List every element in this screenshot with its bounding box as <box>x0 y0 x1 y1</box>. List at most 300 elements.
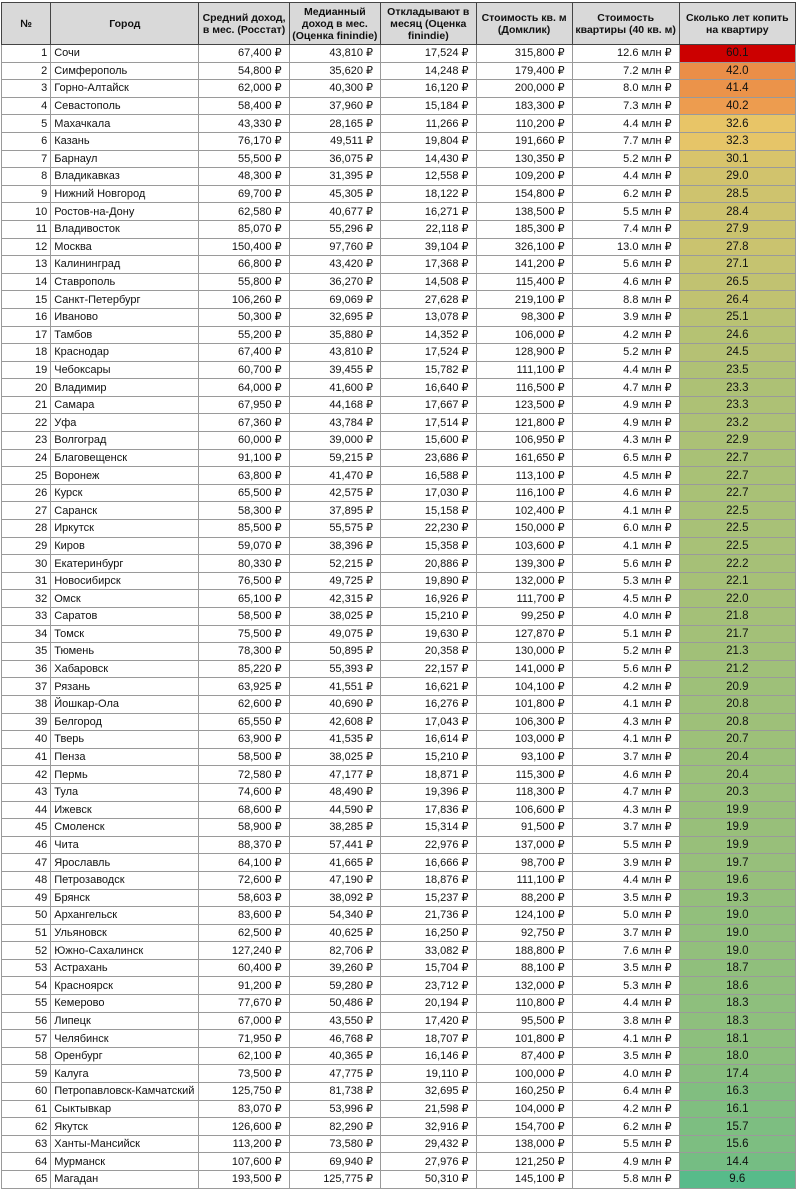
average-income: 65,550 ₽ <box>199 713 289 731</box>
median-income: 42,608 ₽ <box>289 713 380 731</box>
city-name: Саратов <box>51 608 199 626</box>
flat-price: 4.3 млн ₽ <box>572 713 679 731</box>
price-per-sqm: 145,100 ₽ <box>476 1171 572 1189</box>
average-income: 76,500 ₽ <box>199 572 289 590</box>
years-to-save: 26.4 <box>679 291 795 309</box>
years-to-save: 20.7 <box>679 731 795 749</box>
flat-price: 3.9 млн ₽ <box>572 854 679 872</box>
city-name: Архангельск <box>51 907 199 925</box>
city-name: Самара <box>51 396 199 414</box>
median-income: 41,551 ₽ <box>289 678 380 696</box>
monthly-savings: 15,210 ₽ <box>381 748 477 766</box>
table-row <box>2 97 796 115</box>
table-row <box>2 1100 796 1118</box>
table-row <box>2 1012 796 1030</box>
years-to-save: 40.2 <box>679 97 795 115</box>
city-name: Владикавказ <box>51 168 199 186</box>
flat-price: 5.5 млн ₽ <box>572 203 679 221</box>
median-income: 40,625 ₽ <box>289 924 380 942</box>
city-name: Симферополь <box>51 62 199 80</box>
years-to-save: 60.1 <box>679 45 795 63</box>
flat-price: 4.4 млн ₽ <box>572 361 679 379</box>
price-per-sqm: 91,500 ₽ <box>476 819 572 837</box>
monthly-savings: 18,871 ₽ <box>381 766 477 784</box>
price-per-sqm: 95,500 ₽ <box>476 1012 572 1030</box>
flat-price: 3.5 млн ₽ <box>572 889 679 907</box>
price-per-sqm: 116,100 ₽ <box>476 484 572 502</box>
table-row <box>2 1135 796 1153</box>
years-to-save: 26.5 <box>679 273 795 291</box>
city-name: Махачкала <box>51 115 199 133</box>
flat-price: 5.1 млн ₽ <box>572 625 679 643</box>
price-per-sqm: 132,000 ₽ <box>476 572 572 590</box>
monthly-savings: 14,248 ₽ <box>381 62 477 80</box>
city-savings-table <box>1 2 796 1189</box>
city-name: Петрозаводск <box>51 871 199 889</box>
row-number: 61 <box>2 1100 51 1118</box>
years-to-save: 23.2 <box>679 414 795 432</box>
flat-price: 4.1 млн ₽ <box>572 695 679 713</box>
row-number: 21 <box>2 396 51 414</box>
flat-price: 4.1 млн ₽ <box>572 1030 679 1048</box>
flat-price: 13.0 млн ₽ <box>572 238 679 256</box>
flat-price: 4.7 млн ₽ <box>572 379 679 397</box>
flat-price: 4.6 млн ₽ <box>572 273 679 291</box>
years-to-save: 22.7 <box>679 467 795 485</box>
table-row <box>2 959 796 977</box>
row-number: 53 <box>2 959 51 977</box>
median-income: 69,069 ₽ <box>289 291 380 309</box>
monthly-savings: 18,122 ₽ <box>381 185 477 203</box>
average-income: 67,400 ₽ <box>199 344 289 362</box>
table-row <box>2 748 796 766</box>
median-income: 39,260 ₽ <box>289 959 380 977</box>
flat-price: 5.8 млн ₽ <box>572 1171 679 1189</box>
monthly-savings: 20,194 ₽ <box>381 995 477 1013</box>
average-income: 62,100 ₽ <box>199 1047 289 1065</box>
monthly-savings: 16,120 ₽ <box>381 80 477 98</box>
monthly-savings: 17,514 ₽ <box>381 414 477 432</box>
city-name: Якутск <box>51 1118 199 1136</box>
years-to-save: 19.7 <box>679 854 795 872</box>
median-income: 55,575 ₽ <box>289 520 380 538</box>
median-income: 53,996 ₽ <box>289 1100 380 1118</box>
price-per-sqm: 99,250 ₽ <box>476 608 572 626</box>
price-per-sqm: 185,300 ₽ <box>476 220 572 238</box>
years-to-save: 24.6 <box>679 326 795 344</box>
years-to-save: 22.5 <box>679 537 795 555</box>
monthly-savings: 16,614 ₽ <box>381 731 477 749</box>
row-number: 23 <box>2 432 51 450</box>
average-income: 67,000 ₽ <box>199 1012 289 1030</box>
years-to-save: 28.5 <box>679 185 795 203</box>
price-per-sqm: 110,800 ₽ <box>476 995 572 1013</box>
average-income: 73,500 ₽ <box>199 1065 289 1083</box>
row-number: 25 <box>2 467 51 485</box>
monthly-savings: 32,916 ₽ <box>381 1118 477 1136</box>
average-income: 65,100 ₽ <box>199 590 289 608</box>
median-income: 37,895 ₽ <box>289 502 380 520</box>
average-income: 60,000 ₽ <box>199 432 289 450</box>
table-row <box>2 80 796 98</box>
years-to-save: 22.7 <box>679 484 795 502</box>
row-number: 2 <box>2 62 51 80</box>
price-per-sqm: 92,750 ₽ <box>476 924 572 942</box>
row-number: 55 <box>2 995 51 1013</box>
table-row <box>2 238 796 256</box>
average-income: 125,750 ₽ <box>199 1083 289 1101</box>
price-per-sqm: 219,100 ₽ <box>476 291 572 309</box>
row-number: 35 <box>2 643 51 661</box>
median-income: 59,280 ₽ <box>289 977 380 995</box>
flat-price: 7.6 млн ₽ <box>572 942 679 960</box>
years-to-save: 27.8 <box>679 238 795 256</box>
monthly-savings: 19,396 ₽ <box>381 783 477 801</box>
median-income: 50,895 ₽ <box>289 643 380 661</box>
city-name: Калуга <box>51 1065 199 1083</box>
flat-price: 4.6 млн ₽ <box>572 766 679 784</box>
average-income: 59,070 ₽ <box>199 537 289 555</box>
average-income: 67,400 ₽ <box>199 45 289 63</box>
city-name: Волгоград <box>51 432 199 450</box>
median-income: 57,441 ₽ <box>289 836 380 854</box>
row-number: 52 <box>2 942 51 960</box>
years-to-save: 23.3 <box>679 379 795 397</box>
median-income: 32,695 ₽ <box>289 308 380 326</box>
table-row <box>2 608 796 626</box>
median-income: 44,168 ₽ <box>289 396 380 414</box>
average-income: 80,330 ₽ <box>199 555 289 573</box>
row-number: 63 <box>2 1135 51 1153</box>
monthly-savings: 39,104 ₽ <box>381 238 477 256</box>
years-to-save: 22.0 <box>679 590 795 608</box>
average-income: 85,500 ₽ <box>199 520 289 538</box>
table-row <box>2 713 796 731</box>
table-row <box>2 502 796 520</box>
city-name: Краснодар <box>51 344 199 362</box>
average-income: 72,580 ₽ <box>199 766 289 784</box>
flat-price: 7.3 млн ₽ <box>572 97 679 115</box>
city-name: Санкт-Петербург <box>51 291 199 309</box>
average-income: 58,300 ₽ <box>199 502 289 520</box>
median-income: 43,810 ₽ <box>289 45 380 63</box>
table-row <box>2 361 796 379</box>
median-income: 73,580 ₽ <box>289 1135 380 1153</box>
years-to-save: 23.3 <box>679 396 795 414</box>
flat-price: 4.9 млн ₽ <box>572 396 679 414</box>
price-per-sqm: 101,800 ₽ <box>476 695 572 713</box>
price-per-sqm: 111,700 ₽ <box>476 590 572 608</box>
price-per-sqm: 106,000 ₽ <box>476 326 572 344</box>
table-row <box>2 678 796 696</box>
city-name: Омск <box>51 590 199 608</box>
average-income: 55,200 ₽ <box>199 326 289 344</box>
median-income: 54,340 ₽ <box>289 907 380 925</box>
price-per-sqm: 132,000 ₽ <box>476 977 572 995</box>
monthly-savings: 17,368 ₽ <box>381 256 477 274</box>
price-per-sqm: 88,100 ₽ <box>476 959 572 977</box>
median-income: 43,420 ₽ <box>289 256 380 274</box>
average-income: 75,500 ₽ <box>199 625 289 643</box>
price-per-sqm: 104,100 ₽ <box>476 678 572 696</box>
row-number: 22 <box>2 414 51 432</box>
median-income: 36,075 ₽ <box>289 150 380 168</box>
average-income: 67,950 ₽ <box>199 396 289 414</box>
table-row <box>2 432 796 450</box>
monthly-savings: 20,358 ₽ <box>381 643 477 661</box>
flat-price: 3.9 млн ₽ <box>572 308 679 326</box>
monthly-savings: 29,432 ₽ <box>381 1135 477 1153</box>
years-to-save: 16.1 <box>679 1100 795 1118</box>
average-income: 71,950 ₽ <box>199 1030 289 1048</box>
table-row <box>2 1153 796 1171</box>
row-number: 8 <box>2 168 51 186</box>
table-row <box>2 1047 796 1065</box>
monthly-savings: 15,237 ₽ <box>381 889 477 907</box>
table-row <box>2 185 796 203</box>
table-row <box>2 256 796 274</box>
table-row <box>2 801 796 819</box>
row-number: 26 <box>2 484 51 502</box>
row-number: 27 <box>2 502 51 520</box>
price-per-sqm: 93,100 ₽ <box>476 748 572 766</box>
table-row <box>2 977 796 995</box>
price-per-sqm: 123,500 ₽ <box>476 396 572 414</box>
price-per-sqm: 88,200 ₽ <box>476 889 572 907</box>
average-income: 65,500 ₽ <box>199 484 289 502</box>
years-to-save: 25.1 <box>679 308 795 326</box>
average-income: 85,220 ₽ <box>199 660 289 678</box>
flat-price: 5.6 млн ₽ <box>572 555 679 573</box>
row-number: 44 <box>2 801 51 819</box>
price-per-sqm: 138,000 ₽ <box>476 1135 572 1153</box>
flat-price: 4.5 млн ₽ <box>572 467 679 485</box>
median-income: 41,665 ₽ <box>289 854 380 872</box>
average-income: 76,170 ₽ <box>199 132 289 150</box>
median-income: 47,190 ₽ <box>289 871 380 889</box>
average-income: 55,500 ₽ <box>199 150 289 168</box>
years-to-save: 19.0 <box>679 942 795 960</box>
average-income: 83,600 ₽ <box>199 907 289 925</box>
row-number: 54 <box>2 977 51 995</box>
row-number: 30 <box>2 555 51 573</box>
price-per-sqm: 106,300 ₽ <box>476 713 572 731</box>
median-income: 69,940 ₽ <box>289 1153 380 1171</box>
flat-price: 3.5 млн ₽ <box>572 959 679 977</box>
monthly-savings: 15,358 ₽ <box>381 537 477 555</box>
average-income: 43,330 ₽ <box>199 115 289 133</box>
city-name: Астрахань <box>51 959 199 977</box>
table-row <box>2 291 796 309</box>
median-income: 35,880 ₽ <box>289 326 380 344</box>
monthly-savings: 17,667 ₽ <box>381 396 477 414</box>
row-number: 65 <box>2 1171 51 1189</box>
table-row <box>2 115 796 133</box>
flat-price: 4.9 млн ₽ <box>572 1153 679 1171</box>
city-name: Сочи <box>51 45 199 63</box>
table-row <box>2 344 796 362</box>
flat-price: 3.7 млн ₽ <box>572 748 679 766</box>
average-income: 60,400 ₽ <box>199 959 289 977</box>
row-number: 49 <box>2 889 51 907</box>
city-name: Саранск <box>51 502 199 520</box>
row-number: 43 <box>2 783 51 801</box>
price-per-sqm: 111,100 ₽ <box>476 871 572 889</box>
years-to-save: 22.5 <box>679 520 795 538</box>
median-income: 82,706 ₽ <box>289 942 380 960</box>
flat-price: 7.7 млн ₽ <box>572 132 679 150</box>
average-income: 107,600 ₽ <box>199 1153 289 1171</box>
city-name: Тверь <box>51 731 199 749</box>
city-name: Хабаровск <box>51 660 199 678</box>
row-number: 10 <box>2 203 51 221</box>
years-to-save: 18.3 <box>679 995 795 1013</box>
years-to-save: 20.8 <box>679 713 795 731</box>
price-per-sqm: 113,100 ₽ <box>476 467 572 485</box>
years-to-save: 9.6 <box>679 1171 795 1189</box>
average-income: 48,300 ₽ <box>199 168 289 186</box>
table-row <box>2 643 796 661</box>
table-row <box>2 1118 796 1136</box>
median-income: 49,725 ₽ <box>289 572 380 590</box>
monthly-savings: 15,782 ₽ <box>381 361 477 379</box>
monthly-savings: 14,430 ₽ <box>381 150 477 168</box>
city-name: Нижний Новгород <box>51 185 199 203</box>
years-to-save: 19.0 <box>679 924 795 942</box>
table-row <box>2 132 796 150</box>
city-name: Владимир <box>51 379 199 397</box>
table-row <box>2 783 796 801</box>
monthly-savings: 17,420 ₽ <box>381 1012 477 1030</box>
city-name: Уфа <box>51 414 199 432</box>
monthly-savings: 19,890 ₽ <box>381 572 477 590</box>
flat-price: 4.4 млн ₽ <box>572 115 679 133</box>
flat-price: 4.2 млн ₽ <box>572 1100 679 1118</box>
row-number: 51 <box>2 924 51 942</box>
monthly-savings: 17,836 ₽ <box>381 801 477 819</box>
city-name: Киров <box>51 537 199 555</box>
median-income: 31,395 ₽ <box>289 168 380 186</box>
median-income: 97,760 ₽ <box>289 238 380 256</box>
row-number: 60 <box>2 1083 51 1101</box>
monthly-savings: 15,600 ₽ <box>381 432 477 450</box>
header-number: № <box>2 3 51 45</box>
table-row <box>2 220 796 238</box>
years-to-save: 19.9 <box>679 801 795 819</box>
row-number: 31 <box>2 572 51 590</box>
price-per-sqm: 103,600 ₽ <box>476 537 572 555</box>
monthly-savings: 17,043 ₽ <box>381 713 477 731</box>
years-to-save: 22.2 <box>679 555 795 573</box>
monthly-savings: 16,588 ₽ <box>381 467 477 485</box>
median-income: 125,775 ₽ <box>289 1171 380 1189</box>
row-number: 40 <box>2 731 51 749</box>
median-income: 46,768 ₽ <box>289 1030 380 1048</box>
median-income: 41,600 ₽ <box>289 379 380 397</box>
table-row <box>2 62 796 80</box>
monthly-savings: 23,686 ₽ <box>381 449 477 467</box>
monthly-savings: 16,926 ₽ <box>381 590 477 608</box>
table-row <box>2 766 796 784</box>
monthly-savings: 27,976 ₽ <box>381 1153 477 1171</box>
table-row <box>2 555 796 573</box>
header-city: Город <box>51 3 199 45</box>
median-income: 39,000 ₽ <box>289 432 380 450</box>
price-per-sqm: 130,350 ₽ <box>476 150 572 168</box>
table-row <box>2 590 796 608</box>
average-income: 50,300 ₽ <box>199 308 289 326</box>
monthly-savings: 15,210 ₽ <box>381 608 477 626</box>
years-to-save: 24.5 <box>679 344 795 362</box>
monthly-savings: 15,184 ₽ <box>381 97 477 115</box>
price-per-sqm: 115,400 ₽ <box>476 273 572 291</box>
table-row <box>2 520 796 538</box>
years-to-save: 19.0 <box>679 907 795 925</box>
table-row <box>2 379 796 397</box>
price-per-sqm: 87,400 ₽ <box>476 1047 572 1065</box>
row-number: 39 <box>2 713 51 731</box>
years-to-save: 18.1 <box>679 1030 795 1048</box>
table-row <box>2 871 796 889</box>
row-number: 45 <box>2 819 51 837</box>
row-number: 4 <box>2 97 51 115</box>
row-number: 56 <box>2 1012 51 1030</box>
city-name: Йошкар-Ола <box>51 695 199 713</box>
row-number: 1 <box>2 45 51 63</box>
years-to-save: 30.1 <box>679 150 795 168</box>
average-income: 193,500 ₽ <box>199 1171 289 1189</box>
row-number: 16 <box>2 308 51 326</box>
average-income: 67,360 ₽ <box>199 414 289 432</box>
header-flat-price: Стоимость квартиры (40 кв. м) <box>572 3 679 45</box>
flat-price: 6.5 млн ₽ <box>572 449 679 467</box>
median-income: 40,365 ₽ <box>289 1047 380 1065</box>
row-number: 36 <box>2 660 51 678</box>
median-income: 43,784 ₽ <box>289 414 380 432</box>
row-number: 37 <box>2 678 51 696</box>
monthly-savings: 17,524 ₽ <box>381 344 477 362</box>
price-per-sqm: 109,200 ₽ <box>476 168 572 186</box>
years-to-save: 20.3 <box>679 783 795 801</box>
monthly-savings: 17,030 ₽ <box>381 484 477 502</box>
row-number: 17 <box>2 326 51 344</box>
city-name: Южно-Сахалинск <box>51 942 199 960</box>
price-per-sqm: 191,660 ₽ <box>476 132 572 150</box>
city-name: Чебоксары <box>51 361 199 379</box>
median-income: 41,470 ₽ <box>289 467 380 485</box>
years-to-save: 16.3 <box>679 1083 795 1101</box>
city-name: Воронеж <box>51 467 199 485</box>
row-number: 14 <box>2 273 51 291</box>
city-name: Смоленск <box>51 819 199 837</box>
table-row <box>2 1083 796 1101</box>
median-income: 50,486 ₽ <box>289 995 380 1013</box>
price-per-sqm: 116,500 ₽ <box>476 379 572 397</box>
flat-price: 6.2 млн ₽ <box>572 1118 679 1136</box>
average-income: 62,600 ₽ <box>199 695 289 713</box>
city-name: Мурманск <box>51 1153 199 1171</box>
row-number: 5 <box>2 115 51 133</box>
years-to-save: 19.9 <box>679 836 795 854</box>
years-to-save: 15.6 <box>679 1135 795 1153</box>
monthly-savings: 18,876 ₽ <box>381 871 477 889</box>
monthly-savings: 50,310 ₽ <box>381 1171 477 1189</box>
price-per-sqm: 106,950 ₽ <box>476 432 572 450</box>
table-row <box>2 889 796 907</box>
average-income: 62,580 ₽ <box>199 203 289 221</box>
price-per-sqm: 121,800 ₽ <box>476 414 572 432</box>
monthly-savings: 18,707 ₽ <box>381 1030 477 1048</box>
